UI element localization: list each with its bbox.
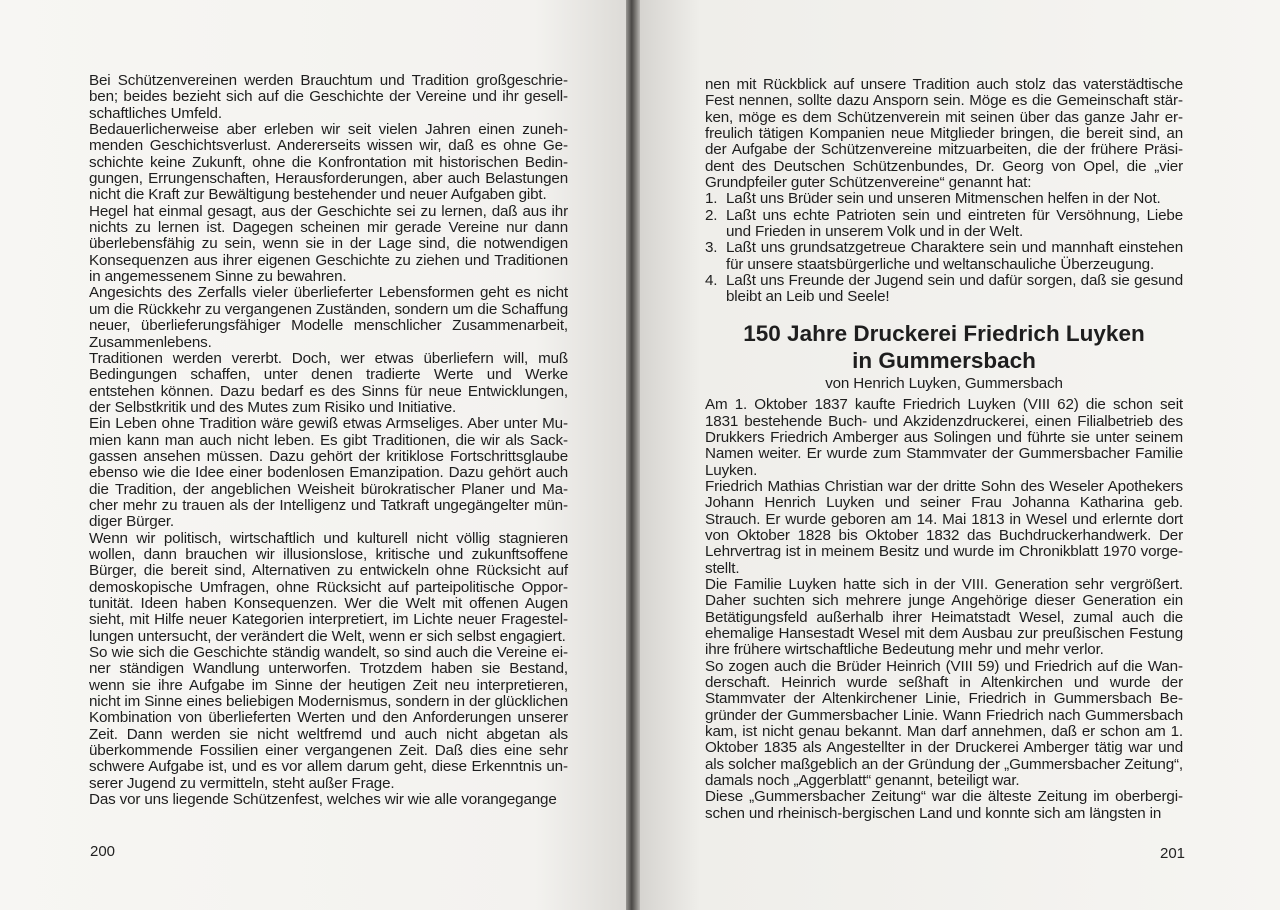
list-text: Laßt uns Brüder sein und unseren Mitmenschen helfen in der Not.: [726, 190, 1161, 208]
paragraph: Ein Leben ohne Tradition wäre gewiß etwas Armseliges. Aber unter Mumien kann man auch nicht leben. Es gibt Traditionen, die wir als Sackgassen ansehen müssen. Dazu gehört der kritiklose Fortschrittsglaube ebenso wie die Idee einer bodenlosen Emanzipation. Dazu gehört auch die Tradition, der angeblichen Weisheit bürokratischer Planer und Macher mehr zu trauen als der Intelligenz und Tatkraft ungegängelter mündiger Bürger.: [89, 415, 568, 531]
principles-list: [705, 191, 1183, 305]
article-title-line: 150 Jahre Druckerei Friedrich Luyken: [743, 320, 1145, 346]
paragraph: Wenn wir politisch, wirtschaftlich und kulturell nicht völlig stagnieren wollen, dann brauchen wir illusionslose, kritische und zukunftsoffene Bürger, die bereit sind, Alternativen zu entwickeln ohne Rücksicht auf demoskopische Umfragen, ohne Rücksicht auf parteipolitische Opportunität. Ideen haben Konsequenzen. Wer die Welt mit offenen Augen sieht, mit Hilfe neuer Kategorien interpretiert, im Lichte neuer Fragestellungen untersucht, der verändert die Welt, wenn er sich selbst engagiert.: [89, 529, 568, 645]
list-item: [705, 240, 1183, 273]
article-title: [705, 320, 1183, 374]
paragraph: Am 1. Oktober 1837 kaufte Friedrich Luyken (VIII 62) die schon seit 1831 bestehende Buch- und Akzidenzdruckerei, einen Filialbetrieb des Drukkers Friedrich Amberger aus Solingen und führte sie unter seinem Namen weiter. Er wurde zum Stammvater der Gummersbacher Familie Luyken.: [705, 396, 1183, 479]
page-number: 200: [90, 843, 116, 860]
paragraph: Friedrich Mathias Christian war der dritte Sohn des Weseler Apothekers Johann Henrich Luyken und seiner Frau Johanna Katharina geb. Strauch. Er wurde geboren am 14. Mai 1813 in Wesel und erlernte dort von Oktober 1828 bis Oktober 1832 das Buchdruckerhandwerk. Der Lehrvertrag ist in meinem Besitz und wurde im Chronikblatt 1970 vorgestellt.: [705, 477, 1183, 577]
page-number: 201: [1160, 845, 1186, 862]
article-title-line: in Gummersbach: [852, 347, 1036, 373]
list-item: [705, 208, 1183, 241]
paragraph: Diese „Gummersbacher Zeitung“ war die älteste Zeitung im oberbergischen und rheinisch-bergischen Land und konnte sich am längsten in: [705, 788, 1183, 822]
article-byline: von Henrich Luyken, Gummersbach: [825, 374, 1063, 392]
paragraph: Die Familie Luyken hatte sich in der VIII. Generation sehr vergrößert. Daher suchten sich mehrere junge Angehörige dieser Generation ein Betätigungsfeld außerhalb ihrer Heimatstadt Wesel, zumal auch die ehemalige Hansestadt Wesel mit dem Ausbau zur preußischen Festung ihre frühere wirtschaftliche Bedeutung mehr und mehr verlor.: [705, 575, 1183, 659]
left-page: [0, 0, 630, 910]
list-text: Laßt uns grundsatzgetreue Charaktere sein und mannhaft einstehen für unsere staatsbürgerliche und weltanschauliche Überzeugung.: [726, 239, 1183, 273]
paragraph: Traditionen werden vererbt. Doch, wer etwas überliefern will, muß Bedingungen schaffen, unter denen tradierte Werte und Werke entstehen können. Dazu bedarf es des Sinns für neue Entwicklungen, der Selbstkritik und des Mutes zum Risiko und Initiative.: [89, 349, 568, 416]
paragraph: nen mit Rückblick auf unsere Tradition auch stolz das vaterstädtische Fest nennen, sollte dazu Ansporn sein. Möge es die Gemeinschaft stärken, möge es dem Schützenverein mit seinen über das ganze Jahr erfreulich tätigen Kompanien neue Mitglieder bringen, die bereit sind, an der Aufgabe der Schützenvereine mitzuarbeiten, die der frühere Präsident des Deutschen Schützenbundes, Dr. Georg von Opel, die „vier Grundpfeiler guter Schützenvereine“ genannt hat:: [705, 76, 1183, 192]
left-text-column: [89, 73, 568, 808]
list-number: 2.: [705, 206, 718, 224]
list-number: 4.: [705, 272, 718, 290]
paragraph: Bedauerlicherweise aber erleben wir seit vielen Jahren einen zunehmenden Geschichtsverlust. Andererseits wissen wir, daß es ohne Geschichte keine Zukunft, ohne die Konfrontation mit historischen Bedingungen, Errungenschaften, Herausforderungen, aber auch Belastungen nicht die Kraft zur Bewältigung bestehender und neuer Aufgaben gibt.: [89, 121, 568, 204]
list-text: Laßt uns echte Patrioten sein und eintreten für Versöhnung, Liebe und Frieden in unserem Volk und in der Welt.: [726, 206, 1183, 241]
paragraph: So zogen auch die Brüder Heinrich (VIII 59) und Friedrich auf die Wanderschaft. Heinrich wurde seßhaft in Altenkirchen und wurde der Stammvater der Altenkirchener Linie, Friedrich in Gummersbach Begründer der Gummersbacher Linie. Wann Friedrich nach Gummersbach kam, ist nicht genau bekannt. Man darf annehmen, daß er schon am 1. Oktober 1835 als Angestellter in der Druckerei Amberger tätig war und als solcher maßgeblich an der Gründung der „Gummersbacher Zeitung“, damals noch „Aggerblatt“ genannt, beteiligt war.: [705, 657, 1183, 790]
list-text: Laßt uns Freunde der Jugend sein und dafür sorgen, daß sie gesund bleibt an Leib und Seele!: [726, 272, 1183, 306]
paragraph: Bei Schützenvereinen werden Brauchtum und Tradition großgeschrieben; beides bezieht sich auf die Geschichte der Vereine und ihr gesellschaftliches Umfeld.: [89, 72, 568, 122]
list-item: [705, 191, 1183, 207]
paragraph: Das vor uns liegende Schützenfest, welches wir wie alle vorangegange: [89, 791, 557, 809]
list-number: 3.: [705, 239, 718, 257]
paragraph: Hegel hat einmal gesagt, aus der Geschichte sei zu lernen, daß aus ihr nichts zu lernen ist. Dagegen scheinen mir gerade Vereine nur dann überlebensfähig zu sein, wenn sie in der Lage sind, die notwendigen Konsequenzen aus ihrer eigenen Geschichte zu ziehen und Traditionen in angemessenem Sinne zu bewahren.: [89, 202, 568, 286]
paragraph: Angesichts des Zerfalls vieler überlieferter Lebensformen geht es nicht um die Rückkehr zu vergangenen Zuständen, sondern um die Schaffung neuer, überlieferungsfähiger Modelle menschlicher Zusammenarbeit, Zusammenlebens.: [89, 284, 568, 351]
right-text-column: [705, 77, 1183, 822]
book-gutter: [626, 0, 640, 910]
list-number: 1.: [705, 190, 718, 208]
list-item: [705, 273, 1183, 306]
paragraph: So wie sich die Geschichte ständig wandelt, so sind auch die Vereine einer ständigen Wandlung unterworfen. Trotzdem haben sie Bestand, wenn sie ihre Aufgabe im Sinne der heutigen Zeit neu interpretieren, nicht im Sinne eines beliebigen Modernismus, sondern in der glücklichen Kombination von überlieferten Werten und den Anforderungen unserer Zeit. Dann werden sie nicht weltfremd und auch nicht abgetan als überkommende Fossilien einer vergangenen Zeit. Daß dies eine sehr schwere Aufgabe ist, und es vor allem darum geht, diese Erkenntnis unserer Jugend zu vermitteln, steht außer Frage.: [89, 644, 568, 792]
